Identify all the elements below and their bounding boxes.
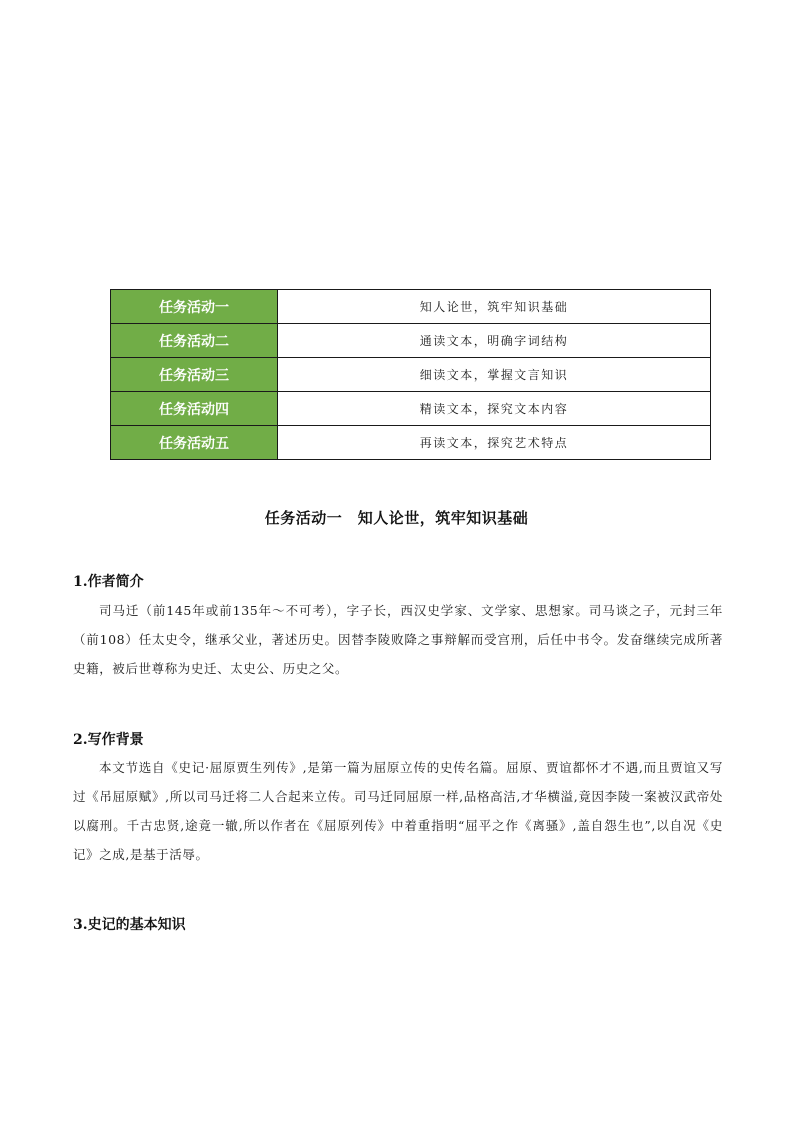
section-title: 任务活动一 知人论世，筑牢知识基础 (264, 509, 529, 527)
heading-writing-background: 2.写作背景 (73, 732, 144, 748)
task-row (111, 324, 711, 358)
paragraph-writing-background: 本文节选自《史记·屈原贾生列传》,是第一篇为屈原立传的史传名篇。屈原、贾谊都怀才不遇,而且贾谊又写过《吊屈原赋》,所以司马迁将二人合起来立传。司马迁同屈原一样,品格高洁,才华横溢,竟因李陵一案被汉武帝处以腐刑。千古忠贤,途竟一辙,所以作者在《屈原列传》中着重指明“屈平之作《离骚》,盖自怨生也”,以自况《史记》之成,是基于活辱。 (73, 760, 723, 862)
heading-shiji-basics: 3.史记的基本知识 (73, 917, 186, 933)
heading-author-intro: 1.作者简介 (73, 574, 144, 590)
task-row (111, 426, 711, 460)
task-description: 细读文本，掌握文言知识 (278, 358, 711, 392)
paragraph-author-intro: 司马迁（前145年或前135年～不可考），字子长，西汉史学家、文学家、思想家。司马谈之子，元封三年（前108）任太史令，继承父业，著述历史。因替李陵败降之事辩解而受宫刑，后任中书令。发奋继续完成所著史籍，被后世尊称为史迁、太史公、历史之父。 (73, 603, 723, 676)
task-row (111, 358, 711, 392)
task-description: 知人论世，筑牢知识基础 (278, 290, 711, 324)
task-overview-table (110, 289, 711, 460)
task-row (111, 392, 711, 426)
task-description: 精读文本，探究文本内容 (278, 392, 711, 426)
task-description: 通读文本，明确字词结构 (278, 324, 711, 358)
task-description: 再读文本，探究艺术特点 (278, 426, 711, 460)
task-label: 任务活动一 (111, 290, 278, 324)
task-label: 任务活动五 (111, 426, 278, 460)
task-row (111, 290, 711, 324)
task-label: 任务活动三 (111, 358, 278, 392)
task-label: 任务活动二 (111, 324, 278, 358)
task-label: 任务活动四 (111, 392, 278, 426)
